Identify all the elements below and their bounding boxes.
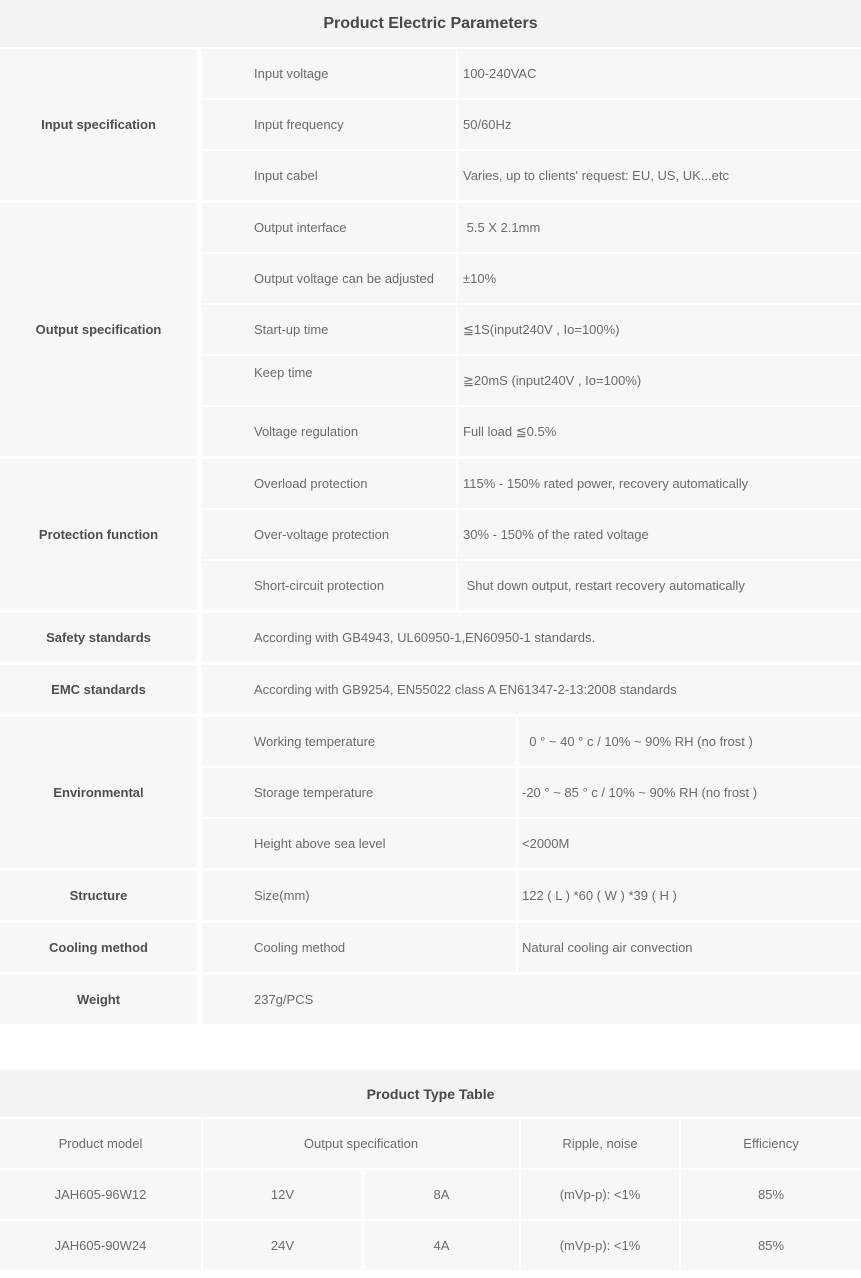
section-label: Protection function bbox=[0, 459, 197, 610]
spec-name: Input voltage bbox=[202, 49, 456, 98]
section-safety-standards bbox=[0, 613, 861, 662]
spec-name: Start-up time bbox=[202, 305, 456, 354]
spec-row-overload-protection bbox=[202, 459, 861, 508]
spec-value: 50/60Hz bbox=[458, 100, 861, 149]
section-rows bbox=[202, 665, 861, 714]
spec-row-input-cabel bbox=[202, 151, 861, 200]
spec-full-value: According with GB4943, UL60950-1,EN60950-1 standards. bbox=[202, 613, 861, 662]
spec-value: -20 ° ~ 85 ° c / 10% ~ 90% RH (no frost ) bbox=[518, 768, 861, 817]
product-type-header-row bbox=[0, 1119, 861, 1168]
spec-value: Varies, up to clients' request: EU, US, UK...etc bbox=[458, 151, 861, 200]
spec-row-cooling-method bbox=[202, 923, 861, 972]
column-header-ripple-noise: Ripple, noise bbox=[521, 1119, 679, 1168]
cell-product-model: JAH605-90W24 bbox=[0, 1221, 201, 1270]
cell-efficiency: 85% bbox=[681, 1170, 861, 1219]
product-type-title: Product Type Table bbox=[0, 1070, 861, 1117]
spec-name: Input cabel bbox=[202, 151, 456, 200]
spec-name: Voltage regulation bbox=[202, 407, 456, 456]
spec-value: Full load ≦0.5% bbox=[458, 407, 861, 456]
spec-name: Over-voltage protection bbox=[202, 510, 456, 559]
spec-name: Cooling method bbox=[202, 923, 516, 972]
section-label: Weight bbox=[0, 975, 197, 1024]
spec-row-input-frequency bbox=[202, 100, 861, 149]
spec-value: 115% - 150% rated power, recovery automatically bbox=[458, 459, 861, 508]
section-label: Environmental bbox=[0, 717, 197, 868]
cell-output-voltage: 24V bbox=[203, 1221, 362, 1270]
cell-ripple-noise: (mVp-p): <1% bbox=[521, 1170, 679, 1219]
section-rows bbox=[202, 975, 861, 1024]
spec-row-startup-time bbox=[202, 305, 861, 354]
product-type-row bbox=[0, 1170, 861, 1219]
spec-row-safety-standards bbox=[202, 613, 861, 662]
product-type-row bbox=[0, 1221, 861, 1270]
spec-row-output-voltage-adjust bbox=[202, 254, 861, 303]
spec-row-output-interface bbox=[202, 203, 861, 252]
column-header-product-model: Product model bbox=[0, 1119, 201, 1168]
section-structure bbox=[0, 871, 861, 920]
spec-row-working-temperature bbox=[202, 717, 861, 766]
section-environmental bbox=[0, 717, 861, 868]
spec-row-weight bbox=[202, 975, 861, 1024]
spec-row-input-voltage bbox=[202, 49, 861, 98]
spec-name: Height above sea level bbox=[202, 819, 516, 868]
section-label: Cooling method bbox=[0, 923, 197, 972]
spec-value: 30% - 150% of the rated voltage bbox=[458, 510, 861, 559]
cell-output-voltage: 12V bbox=[203, 1170, 362, 1219]
section-weight bbox=[0, 975, 861, 1024]
spec-value: ≦1S(input240V , Io=100%) bbox=[458, 305, 861, 354]
cell-efficiency: 85% bbox=[681, 1221, 861, 1270]
section-rows bbox=[202, 613, 861, 662]
spec-value: 5.5 X 2.1mm bbox=[458, 203, 861, 252]
spec-name: Working temperature bbox=[202, 717, 516, 766]
column-header-efficiency: Efficiency bbox=[681, 1119, 861, 1168]
spec-name: Output interface bbox=[202, 203, 456, 252]
section-label: EMC standards bbox=[0, 665, 197, 714]
cell-ripple-noise: (mVp-p): <1% bbox=[521, 1221, 679, 1270]
spec-row-shortcircuit-protection bbox=[202, 561, 861, 610]
product-type-table bbox=[0, 1070, 861, 1270]
cell-output-current: 4A bbox=[364, 1221, 519, 1270]
spec-name: Overload protection bbox=[202, 459, 456, 508]
section-protection-function bbox=[0, 459, 861, 610]
spec-name: Short-circuit protection bbox=[202, 561, 456, 610]
section-label: Safety standards bbox=[0, 613, 197, 662]
section-emc-standards bbox=[0, 665, 861, 714]
electric-parameters-title: Product Electric Parameters bbox=[0, 0, 861, 47]
spec-value: <2000M bbox=[518, 819, 861, 868]
spec-row-height-above-sea-level bbox=[202, 819, 861, 868]
cell-output-current: 8A bbox=[364, 1170, 519, 1219]
spec-row-size bbox=[202, 871, 861, 920]
column-header-output-specification: Output specification bbox=[203, 1119, 519, 1168]
section-cooling-method bbox=[0, 923, 861, 972]
spec-full-value: According with GB9254, EN55022 class A EN61347-2-13:2008 standards bbox=[202, 665, 861, 714]
spec-name: Input frequency bbox=[202, 100, 456, 149]
section-rows bbox=[202, 203, 861, 456]
spec-name: Output voltage can be adjusted bbox=[202, 254, 456, 303]
spec-value: ±10% bbox=[458, 254, 861, 303]
section-input-specification bbox=[0, 49, 861, 200]
section-rows bbox=[202, 871, 861, 920]
spec-value: 0 ° ~ 40 ° c / 10% ~ 90% RH (no frost ) bbox=[518, 717, 861, 766]
spec-row-overvoltage-protection bbox=[202, 510, 861, 559]
section-label: Output specification bbox=[0, 203, 197, 456]
spec-value: 122 ( L ) *60 ( W ) *39 ( H ) bbox=[518, 871, 861, 920]
spec-name: Size(mm) bbox=[202, 871, 516, 920]
spec-value: 100-240VAC bbox=[458, 49, 861, 98]
spec-row-voltage-regulation bbox=[202, 407, 861, 456]
spec-row-storage-temperature bbox=[202, 768, 861, 817]
spec-name: Storage temperature bbox=[202, 768, 516, 817]
spec-row-emc-standards bbox=[202, 665, 861, 714]
spec-value: ≧20mS (input240V , Io=100%) bbox=[458, 356, 861, 405]
section-label: Input specification bbox=[0, 49, 197, 200]
section-rows bbox=[202, 923, 861, 972]
section-rows bbox=[202, 717, 861, 868]
section-label: Structure bbox=[0, 871, 197, 920]
section-rows bbox=[202, 459, 861, 610]
spec-name: Keep time bbox=[202, 356, 456, 405]
spec-full-value: 237g/PCS bbox=[202, 975, 861, 1024]
section-rows bbox=[202, 49, 861, 200]
section-output-specification bbox=[0, 203, 861, 456]
spec-row-keep-time bbox=[202, 356, 861, 405]
cell-product-model: JAH605-96W12 bbox=[0, 1170, 201, 1219]
spec-value: Natural cooling air convection bbox=[518, 923, 861, 972]
spec-value: Shut down output, restart recovery automatically bbox=[458, 561, 861, 610]
